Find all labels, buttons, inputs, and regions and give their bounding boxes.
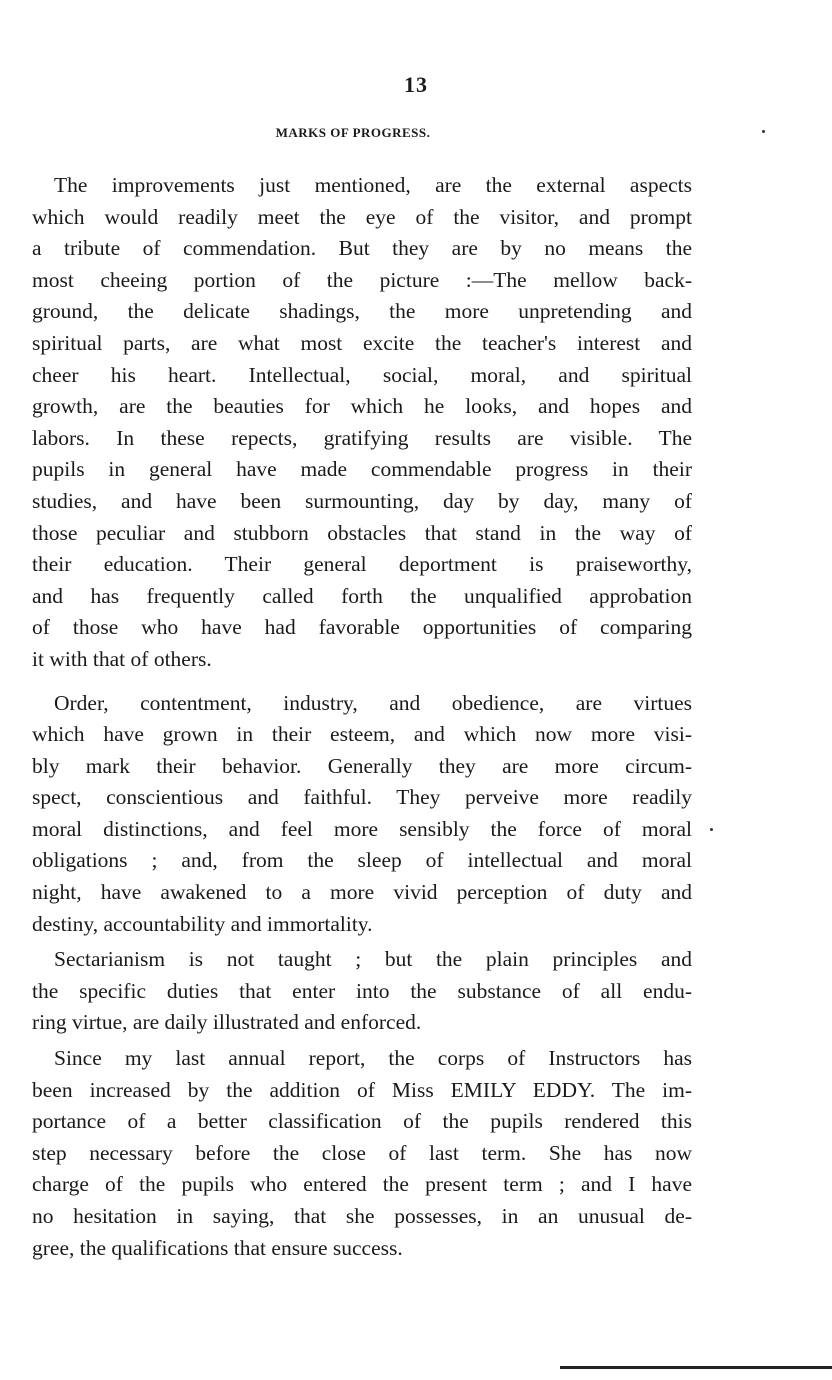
paragraph-4 xyxy=(32,1043,692,1264)
text-line: ring virtue, are daily illustrated and enforced. xyxy=(32,1010,422,1035)
text-line: portance of a better classification of the pupils rendered this xyxy=(32,1109,692,1134)
text-line: Since my last annual report, the corps of Instructors has xyxy=(54,1046,692,1071)
page-number: 13 xyxy=(404,72,428,97)
body-text xyxy=(32,170,692,1264)
text-line: growth, are the beauties for which he looks, and hopes and xyxy=(32,394,692,419)
text-line: of those who have had favorable opportunities of comparing xyxy=(32,615,692,640)
text-line: The improvements just mentioned, are the external aspects xyxy=(54,173,692,197)
text-line: Sectarianism is not taught ; but the plain principles and xyxy=(54,947,692,972)
text-line: obligations ; and, from the sleep of intellectual and moral xyxy=(32,848,692,873)
ink-speck xyxy=(710,828,713,831)
page-edge-rule xyxy=(560,1366,832,1369)
text-line: spiritual parts, are what most excite the teacher's interest and xyxy=(32,330,692,355)
text-line: studies, and have been surmounting, day by day, many of xyxy=(32,488,692,513)
ink-speck xyxy=(762,130,765,133)
text-line: those peculiar and stubborn obstacles that stand in the way of xyxy=(32,520,692,545)
text-line: step necessary before the close of last term. She has now xyxy=(32,1140,692,1165)
text-line: a tribute of commendation. But they are by no means the xyxy=(32,236,692,261)
text-line: spect, conscientious and faithful. They perveive more readily xyxy=(32,785,692,810)
text-line: night, have awakened to a more vivid perception of duty and xyxy=(32,880,692,905)
text-line: charge of the pupils who entered the present term ; and I have xyxy=(32,1172,692,1197)
text-line: destiny, accountability and immortality. xyxy=(32,911,373,936)
text-line: most cheeing portion of the picture :—The mellow back- xyxy=(32,267,692,292)
text-line: ground, the delicate shadings, the more unpretending and xyxy=(32,299,692,324)
text-line: the specific duties that enter into the substance of all endu- xyxy=(32,978,692,1003)
paragraph-3 xyxy=(32,944,692,1039)
text-line: which have grown in their esteem, and which now more visi- xyxy=(32,722,692,747)
paragraph-1 xyxy=(32,170,692,676)
text-line: gree, the qualifications that ensure success. xyxy=(32,1235,403,1260)
text-line: and has frequently called forth the unqualified approbation xyxy=(32,583,692,608)
text-line: which would readily meet the eye of the visitor, and prompt xyxy=(32,204,692,229)
text-line: labors. In these repects, gratifying results are visible. The xyxy=(32,425,692,450)
section-heading: MARKS OF PROGRESS. xyxy=(275,125,431,140)
text-line: their education. Their general deportment is praiseworthy, xyxy=(32,552,692,577)
text-line: Order, contentment, industry, and obedience, are virtues xyxy=(54,690,692,715)
text-line: been increased by the addition of Miss EMILY EDDY. The im- xyxy=(32,1077,692,1102)
text-line: moral distinctions, and feel more sensibly the force of moral xyxy=(32,816,692,841)
text-line: cheer his heart. Intellectual, social, moral, and spiritual xyxy=(32,362,692,387)
text-line: no hesitation in saying, that she possesses, in an unusual de- xyxy=(32,1204,692,1228)
text-line: bly mark their behavior. Generally they are more circum- xyxy=(32,753,692,778)
text-line: pupils in general have made commendable progress in their xyxy=(32,457,692,482)
paragraph-2 xyxy=(32,688,692,941)
text-line: it with that of others. xyxy=(32,646,212,671)
